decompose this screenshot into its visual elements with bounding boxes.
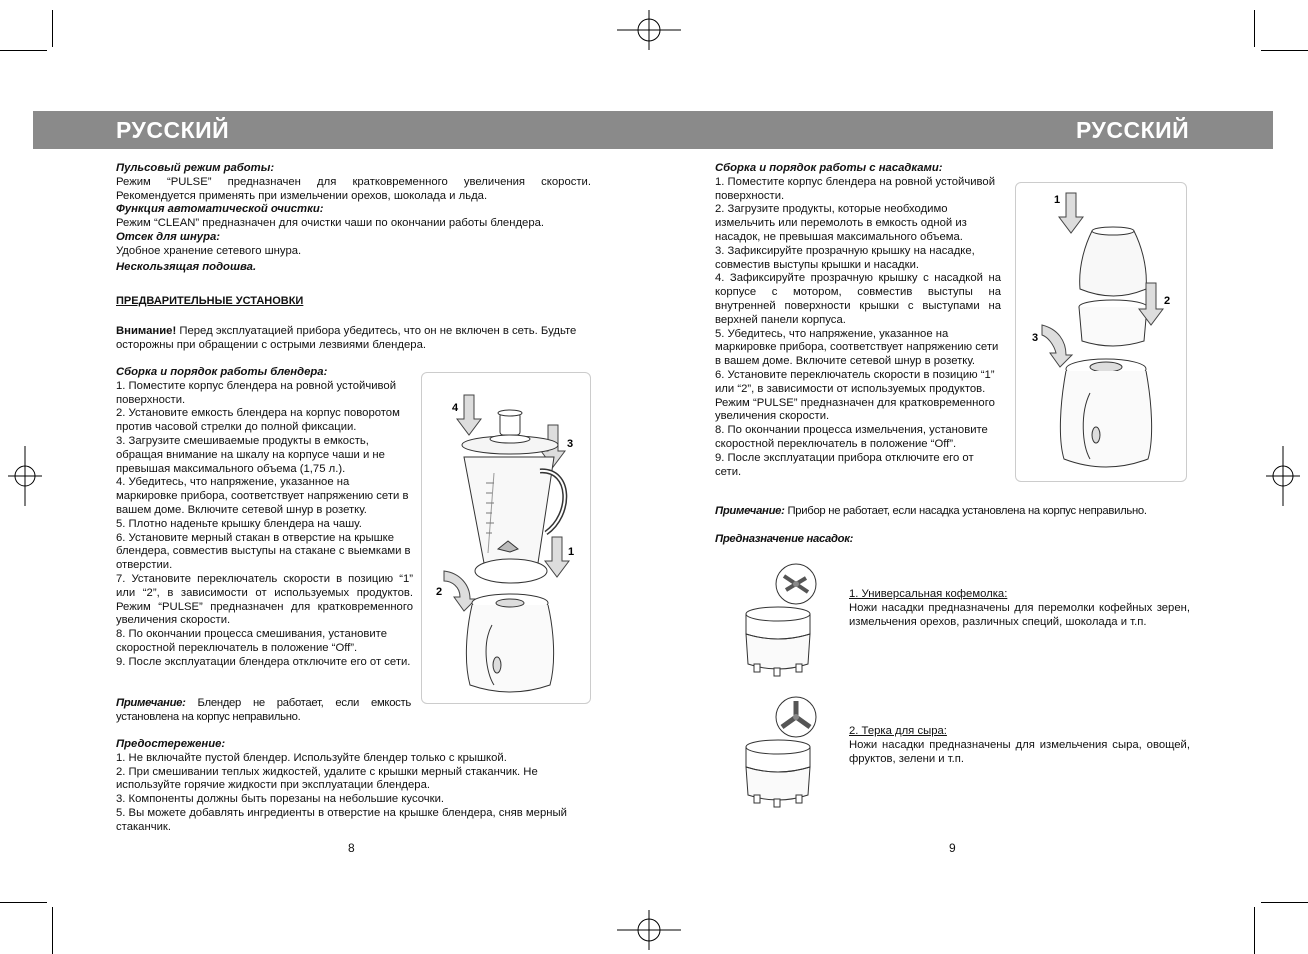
attachment-step: 4. Зафиксируйте прозрачную крышку с насадкой на корпусе с мотором, совместив выступы на внутренней поверхности крышки с выступами на верхней панели корпуса. <box>715 272 1001 326</box>
figure-label-4: 4 <box>452 402 459 414</box>
assembly-step: 8. По окончании процесса смешивания, установите скоростной переключатель в положение “Off”. <box>116 628 388 654</box>
attachment-item <box>849 588 1190 629</box>
assembly-step: 5. Плотно наденьте крышку блендера на чашу. <box>116 517 362 530</box>
blender-assembly <box>116 366 413 670</box>
note-label: Примечание: <box>116 697 186 709</box>
cheese-grater-illustration <box>740 695 822 813</box>
pulse-text: Режим “PULSE” предназначен для кратковременного увеличения скорости. Рекомендуется применять при измельчении орехов, шоколада и льда. <box>116 175 591 202</box>
attachment-text: Ножи насадки предназначены для перемолки кофейных зерен, измельчения орехов, различных специй, шоколада и т.п. <box>849 601 1190 628</box>
attachment-step: 3. Зафиксируйте прозрачную крышку на насадке, совместив выступы крышки и насадки. <box>715 244 975 271</box>
page-number-left: 8 <box>348 841 355 855</box>
attention-text: Перед эксплуатацией прибора убедитесь, что он не включен в сеть. Будьте осторожны при обращении с острыми лезвиями блендера. <box>116 325 577 351</box>
crop-mark <box>52 907 53 954</box>
warning-heading: Предостережение: <box>116 738 226 750</box>
assembly-step: 1. Поместите корпус блендера на ровной устойчивой поверхности. <box>116 379 397 406</box>
figure-label-1: 1 <box>1054 194 1061 206</box>
cord-text: Удобное хранение сетевого шнура. <box>116 244 302 257</box>
figure-label-3: 3 <box>1032 332 1039 344</box>
registration-mark-right <box>1266 446 1300 506</box>
attachment-step: 9. После эксплуатации прибора отключите его от сети. <box>715 451 974 478</box>
warning-item: 3. Компоненты должны быть порезаны на небольшие кусочки. <box>116 793 445 806</box>
crop-mark <box>1254 10 1255 47</box>
attention-block <box>116 325 591 353</box>
figure-label-2: 2 <box>436 586 443 598</box>
purpose-heading: Предназначение насадок: <box>715 533 854 545</box>
figure-label-2: 2 <box>1164 295 1171 307</box>
attachment-step: 5. Убедитесь, что напряжение, указанное на маркировке прибора, соответствует напряжению сети в вашем доме. Включите сетевой шнур в розетку. <box>715 327 999 368</box>
assembly-step: 3. Загрузите смешиваемые продукты в емкость, обращая внимание на шкалу на корпусе чаши и не превышая максимального объема (1,75 л.). <box>116 434 385 475</box>
figure-label-1: 1 <box>568 546 575 558</box>
attachment-figure <box>1015 182 1187 482</box>
registration-mark-left <box>8 446 42 506</box>
warning-item: 2. При смешивании теплых жидкостей, удалите с крышки мерный стаканчик. Не используйте горячие жидкости при эксплуатации блендера. <box>116 765 538 792</box>
attachment-step: 8. По окончании процесса измельчения, установите скоростной переключатель в положение “Off”. <box>715 424 988 450</box>
blender-note <box>116 697 411 725</box>
crop-mark <box>1261 902 1308 903</box>
left-intro-section <box>116 162 591 274</box>
attachment-step: 1. Поместите корпус блендера на ровной устойчивой поверхности. <box>715 175 996 202</box>
cord-heading: Отсек для шнура: <box>116 230 221 243</box>
left-page-title: РУССКИЙ <box>116 117 230 143</box>
clean-text: Режим “CLEAN” предназначен для очистки чаши по окончании работы блендера. <box>116 217 545 230</box>
blender-figure <box>421 372 591 704</box>
assembly-step: 2. Установите емкость блендера на корпус поворотом против часовой стрелки до полной фиксации. <box>116 407 400 434</box>
crop-mark <box>1254 907 1255 954</box>
assembly-step: 4. Убедитесь, что напряжение, указанное на маркировке прибора, соответствует напряжению сети в вашем доме. Включите сетевой шнур в розетку. <box>116 476 409 516</box>
clean-heading: Функция автоматической очистки: <box>116 203 324 216</box>
crop-mark <box>1261 50 1308 51</box>
attachment-note <box>715 505 1195 519</box>
figure-label-3: 3 <box>567 438 574 450</box>
attention-label: Внимание! <box>116 325 177 337</box>
blender-illustration <box>422 373 590 703</box>
assembly-step: 7. Установите переключатель скорости в позицию “1” или “2”, в зависимости от используемых продуктов. Режим “PULSE” предназначен для кратковременного увеличения скорости. <box>116 572 413 627</box>
attachment-note-text: Прибор не работает, если насадка установлена на корпус неправильно. <box>784 505 1147 517</box>
attachment-title: 1. Универсальная кофемолка: <box>849 588 1008 600</box>
crop-mark <box>0 50 47 51</box>
attachment-assembly-heading: Сборка и порядок работы с насадками: <box>715 162 943 174</box>
attachment-assembly <box>715 162 1001 479</box>
prelim-heading: ПРЕДВАРИТЕЛЬНЫЕ УСТАНОВКИ <box>116 295 304 307</box>
warning-block <box>116 738 596 835</box>
right-page-title: РУССКИЙ <box>1076 117 1190 143</box>
assembly-step: 6. Установите мерный стакан в отверстие на крышке блендера, совместив выступы на стакане с выемками в отверстии. <box>116 531 411 572</box>
note-text: Блендер не работает, если емкость установлена на корпус неправильно. <box>116 697 411 723</box>
attachment-illustration <box>1016 183 1186 481</box>
assembly-step: 9. После эксплуатации блендера отключите его от сети. <box>116 655 411 668</box>
page-number-right: 9 <box>949 841 956 855</box>
attachment-step: 2. Загрузите продукты, которые необходимо измельчить или перемолоть в емкость одной из насадок, не превышая максимального объема. <box>715 203 967 243</box>
crop-mark <box>52 10 53 47</box>
nonslip-heading: Нескользящая подошва. <box>116 260 257 273</box>
crop-mark <box>0 902 47 903</box>
assembly-heading: Сборка и порядок работы блендера: <box>116 366 328 378</box>
attachment-text: Ножи насадки предназначены для измельчения сыра, овощей, фруктов, зелени и т.п. <box>849 738 1190 765</box>
attachment-step: 6. Установите переключатель скорости в позицию “1” или “2”, в зависимости от используемых продуктов. Режим “PULSE” предназначен для кратковременного увеличения скорости. <box>715 368 995 423</box>
pulse-heading: Пульсовый режим работы: <box>116 162 275 174</box>
warning-item: 1. Не включайте пустой блендер. Используйте блендер только с крышкой. <box>116 751 507 764</box>
warning-item: 5. Вы можете добавлять ингредиенты в отверстие на крышке блендера, сняв мерный стаканчик. <box>116 806 567 833</box>
coffee-grinder-illustration <box>740 560 822 682</box>
attachment-title: 2. Терка для сыра: <box>849 725 947 737</box>
attachment-item <box>849 725 1190 766</box>
registration-mark-bottom <box>617 910 681 950</box>
registration-mark-top <box>617 10 681 50</box>
attachment-note-label: Примечание: <box>715 505 785 517</box>
